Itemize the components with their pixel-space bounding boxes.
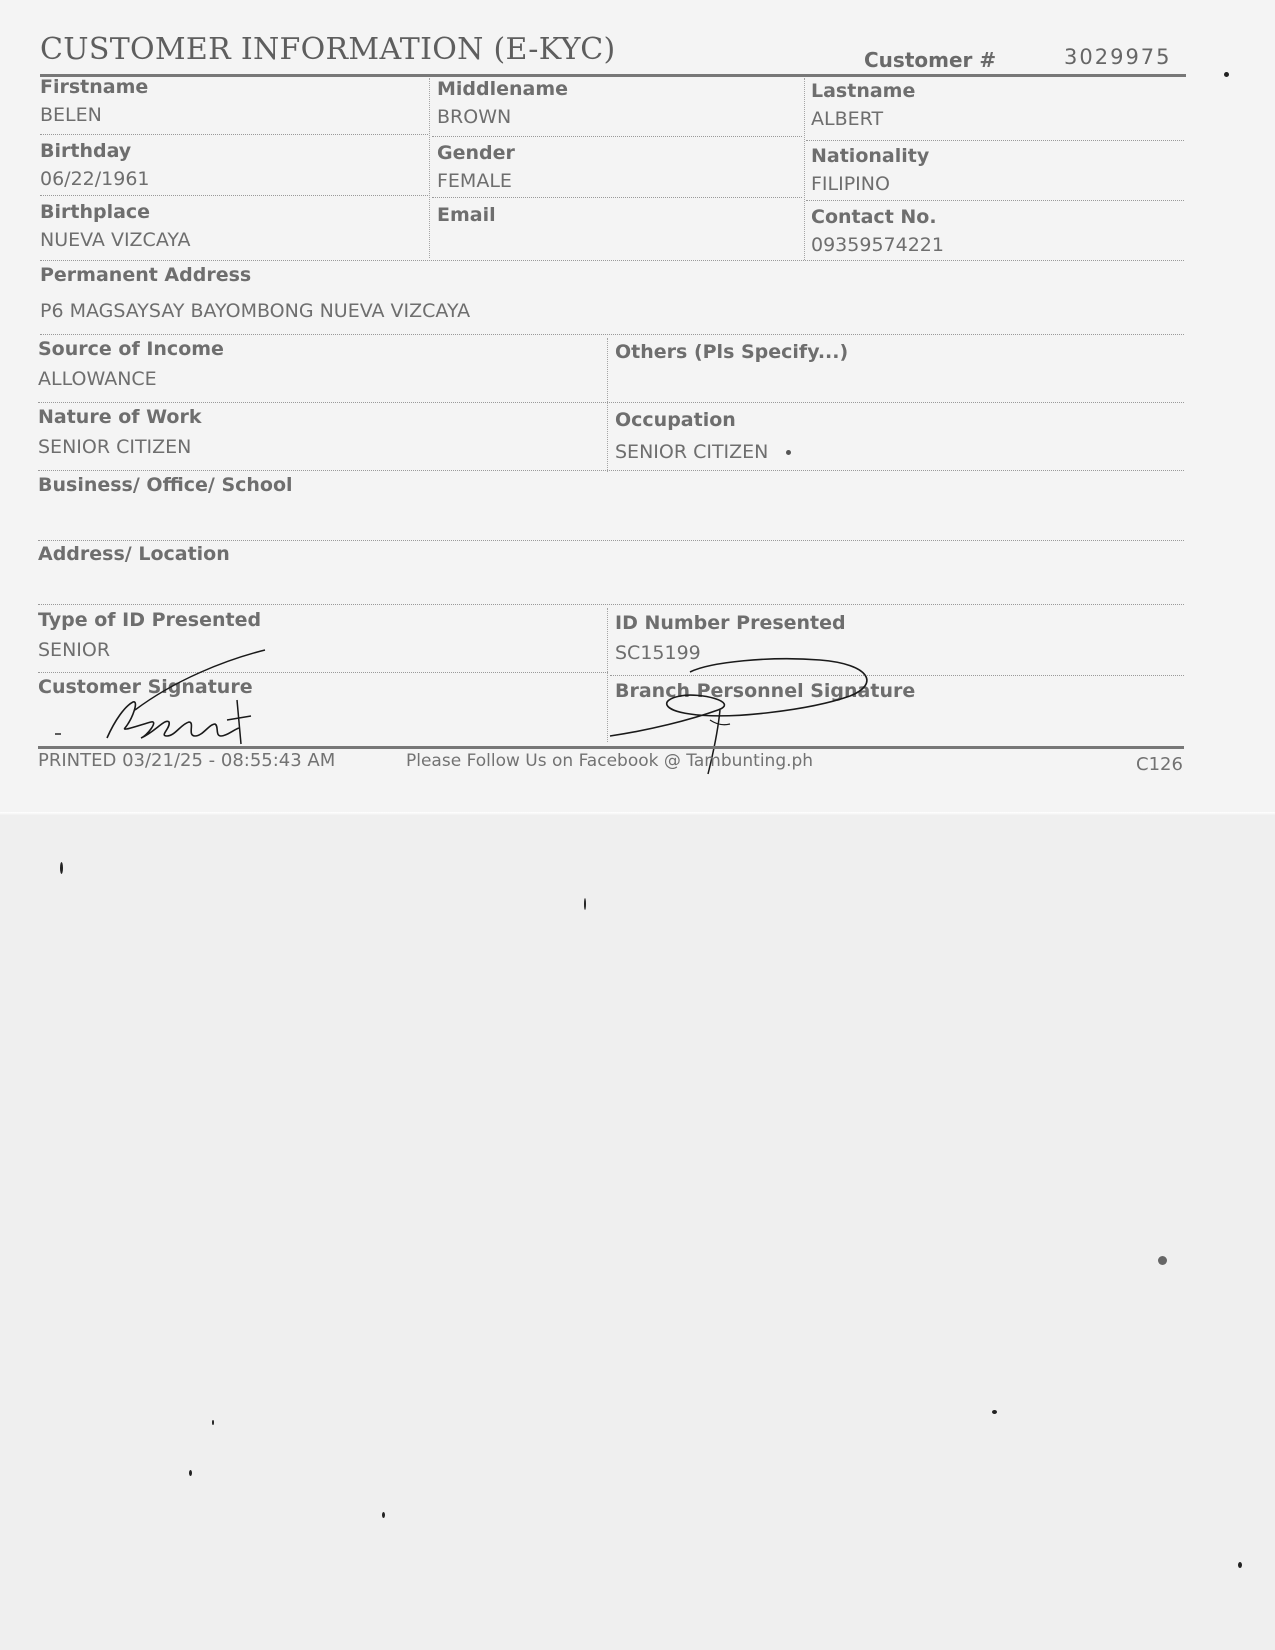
- column-divider: [804, 78, 805, 260]
- row-rule: [38, 402, 1184, 403]
- row-rule: [40, 334, 1184, 335]
- printed-timestamp: PRINTED 03/21/25 - 08:55:43 AM: [38, 750, 336, 771]
- row-rule: [40, 134, 428, 135]
- dust-speck: [1158, 1256, 1167, 1265]
- column-divider: [429, 78, 430, 258]
- birthday-value: 06/22/1961: [40, 168, 150, 190]
- row-rule: [38, 540, 1184, 541]
- dust-speck: [212, 1420, 214, 1425]
- row-rule: [432, 136, 802, 137]
- customer-number-label: Customer #: [864, 48, 997, 72]
- business-label: Business/ Office/ School: [38, 474, 293, 496]
- customer-number-value: 3029975: [1064, 45, 1172, 69]
- dust-speck: [60, 862, 63, 874]
- row-rule: [38, 604, 1184, 605]
- row-rule: [432, 197, 802, 198]
- birthplace-value: NUEVA VIZCAYA: [40, 229, 191, 251]
- source-of-income-label: Source of Income: [38, 338, 224, 360]
- middlename-value: BROWN: [437, 106, 512, 128]
- firstname-label: Firstname: [40, 76, 149, 98]
- birthday-label: Birthday: [40, 140, 132, 162]
- dust-speck: [786, 450, 791, 455]
- customer-signature-label: Customer Signature: [38, 676, 253, 698]
- id-number-label: ID Number Presented: [615, 612, 846, 634]
- customer-signature: [55, 640, 275, 750]
- email-label: Email: [437, 204, 496, 226]
- gender-value: FEMALE: [437, 170, 512, 192]
- column-divider: [607, 338, 608, 472]
- dust-speck: [992, 1410, 997, 1414]
- gender-label: Gender: [437, 142, 515, 164]
- others-label: Others (Pls Specify...): [615, 341, 849, 363]
- dust-speck: [584, 898, 586, 910]
- dust-speck: [1224, 72, 1229, 77]
- source-of-income-value: ALLOWANCE: [38, 368, 157, 390]
- lastname-value: ALBERT: [811, 108, 884, 130]
- birthplace-label: Birthplace: [40, 201, 151, 223]
- paper-lower-half: [0, 815, 1275, 1650]
- id-type-label: Type of ID Presented: [38, 609, 262, 631]
- footer-rule: [38, 746, 1184, 749]
- contact-no-value: 09359574221: [811, 234, 944, 256]
- row-rule: [40, 195, 428, 196]
- dust-speck: [189, 1470, 192, 1476]
- facebook-note: Please Follow Us on Facebook @ Tambunting.ph: [406, 751, 814, 771]
- nature-of-work-label: Nature of Work: [38, 406, 202, 428]
- row-rule: [806, 200, 1184, 201]
- nationality-label: Nationality: [811, 145, 930, 167]
- header-rule: [40, 74, 1186, 77]
- row-rule: [38, 470, 1184, 471]
- branch-signature-label: Branch Personnel Signature: [615, 680, 916, 702]
- nature-of-work-value: SENIOR CITIZEN: [38, 436, 192, 458]
- address-location-label: Address/ Location: [38, 543, 230, 565]
- occupation-value: SENIOR CITIZEN: [615, 441, 769, 463]
- row-rule: [40, 260, 1184, 261]
- form-title: CUSTOMER INFORMATION (E-KYC): [40, 32, 616, 67]
- nationality-value: FILIPINO: [811, 173, 890, 195]
- occupation-label: Occupation: [615, 409, 736, 431]
- form-code: C126: [1136, 754, 1183, 775]
- dust-speck: [1238, 1562, 1242, 1568]
- contact-no-label: Contact No.: [811, 206, 937, 228]
- id-type-value: SENIOR: [38, 639, 111, 661]
- firstname-value: BELEN: [40, 104, 102, 126]
- middlename-label: Middlename: [437, 78, 569, 100]
- id-number-value: SC15199: [615, 642, 701, 664]
- permanent-address-label: Permanent Address: [40, 264, 252, 286]
- lastname-label: Lastname: [811, 80, 916, 102]
- row-rule: [806, 140, 1184, 141]
- dust-speck: [382, 1512, 385, 1518]
- permanent-address-value: P6 MAGSAYSAY BAYOMBONG NUEVA VIZCAYA: [40, 300, 471, 322]
